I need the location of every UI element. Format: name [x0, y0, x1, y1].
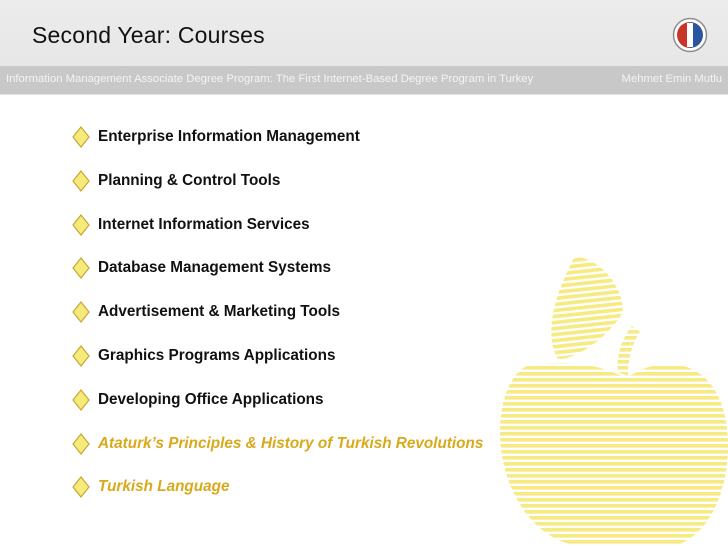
striped-apple-graphic [500, 246, 728, 546]
course-label-highlighted: Ataturk’s Principles & History of Turkish Revolutions [98, 434, 484, 452]
course-label: Developing Office Applications [98, 390, 324, 408]
diamond-bullet-icon [72, 301, 90, 323]
course-item [72, 255, 483, 299]
slide-title: Second Year: Courses [32, 22, 265, 48]
course-item [72, 212, 483, 256]
course-label: Enterprise Information Management [98, 128, 360, 145]
diamond-bullet-icon [72, 214, 90, 236]
course-item [72, 299, 483, 343]
course-label: Internet Information Services [98, 215, 310, 233]
program-subtitle: Information Management Associate Degree Program: The First Internet-Based Degree Program in Turkey [6, 73, 534, 85]
course-item [72, 474, 483, 518]
course-label-highlighted: Turkish Language [98, 478, 230, 496]
course-label: Advertisement & Marketing Tools [98, 303, 340, 321]
diamond-bullet-icon [72, 345, 90, 367]
course-item [72, 168, 483, 212]
university-logo-icon [672, 17, 708, 53]
course-label: Planning & Control Tools [98, 171, 281, 189]
diamond-bullet-icon [72, 126, 90, 148]
diamond-bullet-icon [72, 389, 90, 411]
diamond-bullet-icon [72, 476, 90, 498]
diamond-bullet-icon [72, 170, 90, 192]
course-item [72, 343, 483, 387]
course-label: Graphics Programs Applications [98, 346, 336, 364]
author-name: Mehmet Emin Mutlu [621, 73, 722, 85]
diamond-bullet-icon [72, 257, 90, 279]
course-item [72, 431, 483, 475]
diamond-bullet-icon [72, 433, 90, 455]
course-list [72, 124, 483, 518]
course-label: Database Management Systems [98, 259, 331, 277]
course-item [72, 124, 483, 168]
slide-header [0, 0, 728, 95]
course-item [72, 387, 483, 431]
